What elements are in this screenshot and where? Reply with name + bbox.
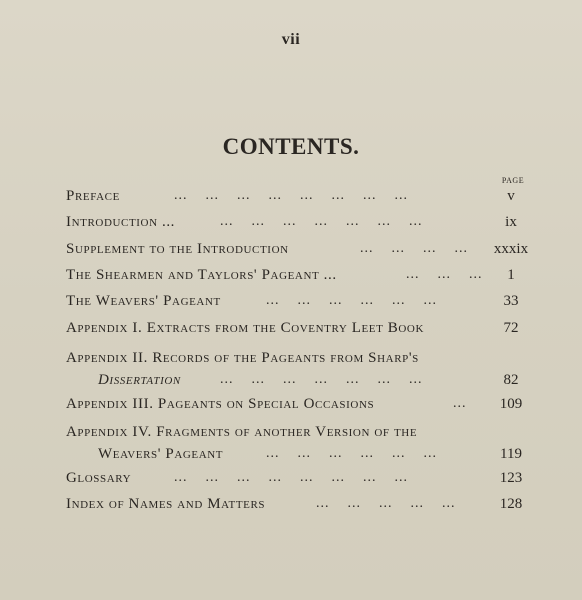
dot-leaders: ... ... ... ... ... ... [266, 293, 437, 308]
dot-leaders: ... ... ... [406, 267, 483, 282]
toc-entry-appendix-4[interactable] [66, 424, 536, 468]
toc-entry-page: xxxix [493, 241, 529, 257]
toc-entry-page: 1 [507, 267, 515, 283]
dot-leaders: ... ... ... ... [360, 241, 468, 256]
dot-leaders: ... ... ... ... ... ... [266, 446, 437, 461]
toc-entry-page: ix [505, 214, 517, 230]
toc-entry-title: Preface [66, 188, 120, 204]
dot-leaders: ... ... ... ... ... [316, 496, 456, 511]
toc-entry-title: Appendix II. Records of the Pageants from Sharp's [66, 350, 419, 366]
toc-entry-title: Supplement to the Introduction [66, 241, 289, 257]
toc-entry-appendix-3[interactable] [66, 396, 536, 418]
toc-entry-index[interactable] [66, 496, 536, 518]
contents-heading: CONTENTS. [222, 134, 360, 159]
toc-entry-title-cont: Weavers' Pageant [98, 446, 224, 462]
page-column-label: PAGE [501, 176, 525, 185]
toc-entry-title: Appendix IV. Fragments of another Version of the [66, 424, 418, 440]
toc-entry-page: 109 [499, 396, 523, 412]
toc-entry-title: Glossary [66, 470, 132, 486]
toc-entry-title: The Shearmen and Taylors' Pageant ... [66, 267, 337, 283]
dot-leaders: ... ... ... ... ... ... ... ... [174, 470, 408, 485]
toc-entry-page: v [507, 188, 515, 204]
toc-entry-introduction[interactable] [66, 214, 536, 236]
toc-entry-page: 82 [503, 372, 519, 388]
toc-entry-page: 33 [503, 293, 519, 309]
toc-entry-weavers-pageant[interactable] [66, 293, 536, 315]
toc-entry-glossary[interactable] [66, 470, 536, 492]
dot-leaders: ... ... ... ... ... ... ... [220, 372, 423, 387]
toc-entry-page: 119 [500, 446, 522, 462]
toc-entry-title: Appendix I. Extracts from the Coventry Leet Book [66, 320, 425, 336]
toc-entry-preface[interactable] [66, 188, 536, 210]
toc-entry-appendix-1[interactable] [66, 320, 536, 342]
toc-entry-title-cont: Dissertation [98, 372, 181, 388]
toc-entry-title: Introduction ... [66, 214, 176, 230]
toc-entry-title: The Weavers' Pageant [66, 293, 221, 309]
toc-entry-appendix-2[interactable] [66, 350, 536, 394]
dot-leaders: ... ... ... ... ... ... ... ... [174, 188, 408, 203]
toc-entry-supplement[interactable] [66, 241, 536, 263]
toc-entry-page: 72 [503, 320, 519, 336]
dot-leaders: ... [453, 396, 467, 411]
toc-entry-title: Appendix III. Pageants on Special Occasions [66, 396, 375, 412]
dot-leaders: ... ... ... ... ... ... ... [220, 214, 423, 229]
toc-entry-page: 123 [499, 470, 523, 486]
toc-entry-page: 128 [499, 496, 523, 512]
page-number: vii [281, 31, 301, 48]
toc-entry-title: Index of Names and Matters [66, 496, 266, 512]
toc-entry-shearmen-taylors[interactable] [66, 267, 536, 289]
